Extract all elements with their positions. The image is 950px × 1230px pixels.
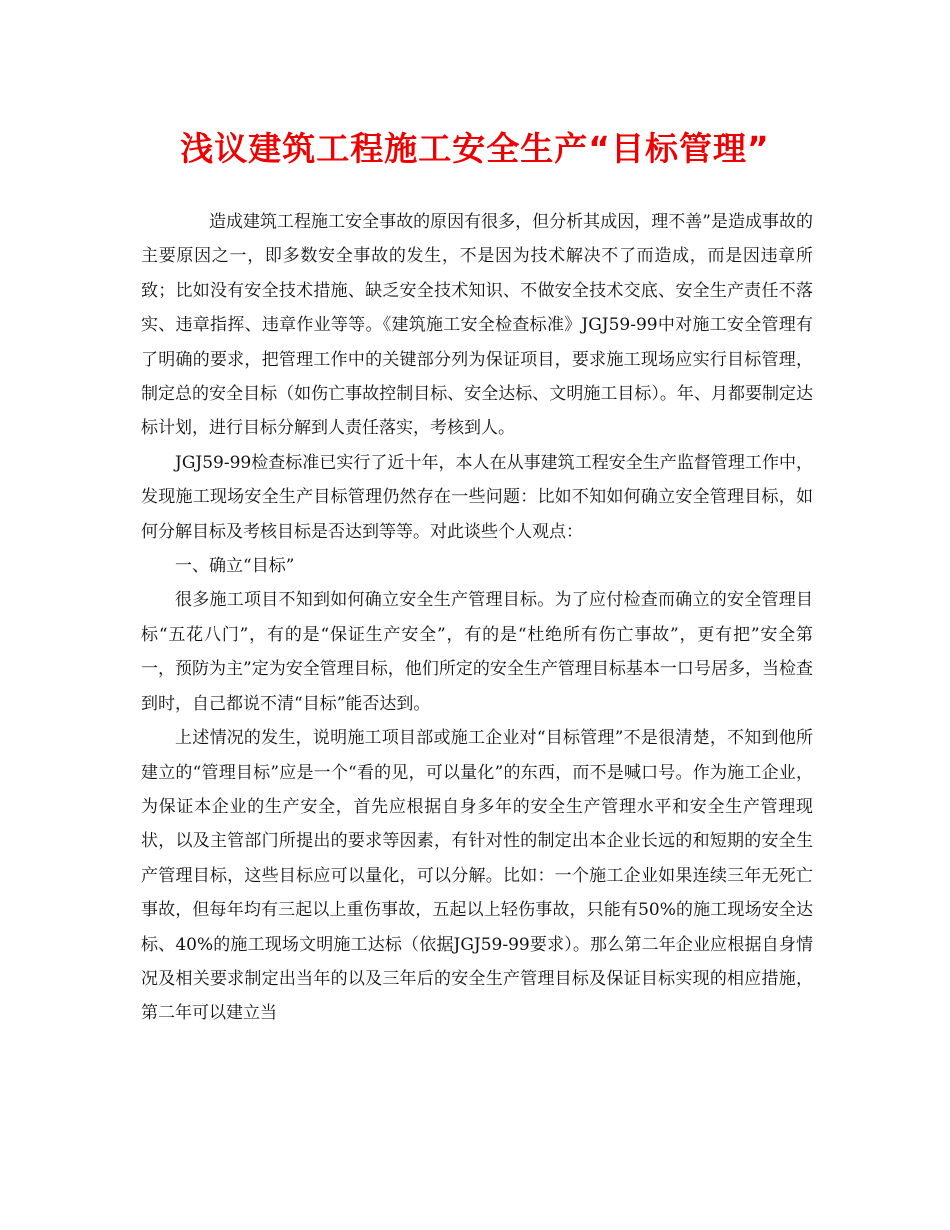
paragraph-background: JGJ59-99检查标准已实行了近十年，本人在从事建筑工程安全生产监督管理工作中，发现施工现场安全生产目标管理仍然存在一些问题：比如不知如何确立安全管理目标，如何分解目标及考核目标是否达到等等。对此谈些个人观点： [141, 452, 813, 542]
section-heading-establish-goal: 一、确立“目标” [175, 556, 295, 577]
paragraph-goal-analysis: 上述情况的发生，说明施工项目部或施工企业对“目标管理”不是很清楚，不知到他所建立的“管理目标”应是一个“看的见，可以量化”的东西，而不是喊口号。作为施工企业，为保证本企业的生产安全，首先应根据自身多年的安全生产管理水平和安全生产管理现状，以及主管部门所提出的要求等因素，有针对性的制定出本企业长远的和短期的安全生产管理目标，这些目标应可以量化，可以分解。比如：一个施工企业如果连续三年无死亡事故，但每年均有三起以上重伤事故，五起以上轻伤事故，只能有50%的施工现场安全达标、40%的施工现场文明施工达标（依据JGJ59-99要求）。那么第二年企业应根据自身情况及相关要求制定出当年的以及三年后的安全生产管理目标及保证目标实现的相应措施，第二年可以建立当 [141, 728, 813, 1024]
paragraph-intro: 造成建筑工程施工安全事故的原因有很多，但分析其成因，理不善”是造成事故的主要原因之一，即多数安全事故的发生，不是因为技术解决不了而造成，而是因违章所致；比如没有安全技术措施、缺乏安全技术知识、不做安全技术交底、安全生产责任不落实、违章指挥、违章作业等等。《建筑施工安全检查标准》JGJ59-99中对施工安全管理有了明确的要求，把管理工作中的关键部分列为保证项目，要求施工现场应实行目标管理，制定总的安全目标（如伤亡事故控制目标、安全达标、文明施工目标）。年、月都要制定达标计划，进行目标分解到人责任落实，考核到人。 [141, 212, 813, 439]
paragraph-goal-problems: 很多施工项目不知到如何确立安全生产管理目标。为了应付检查而确立的安全管理目标“五花八门”，有的是“保证生产安全”，有的是“杜绝所有伤亡事故”，更有把”安全第一，预防为主”定为安全管理目标，他们所定的安全生产管理目标基本一口号居多，当检查到时，自己都说不清“目标”能否达到。 [141, 590, 813, 714]
document-title: 浅议建筑工程施工安全生产“目标管理” [180, 129, 770, 168]
document-body [141, 205, 813, 1031]
